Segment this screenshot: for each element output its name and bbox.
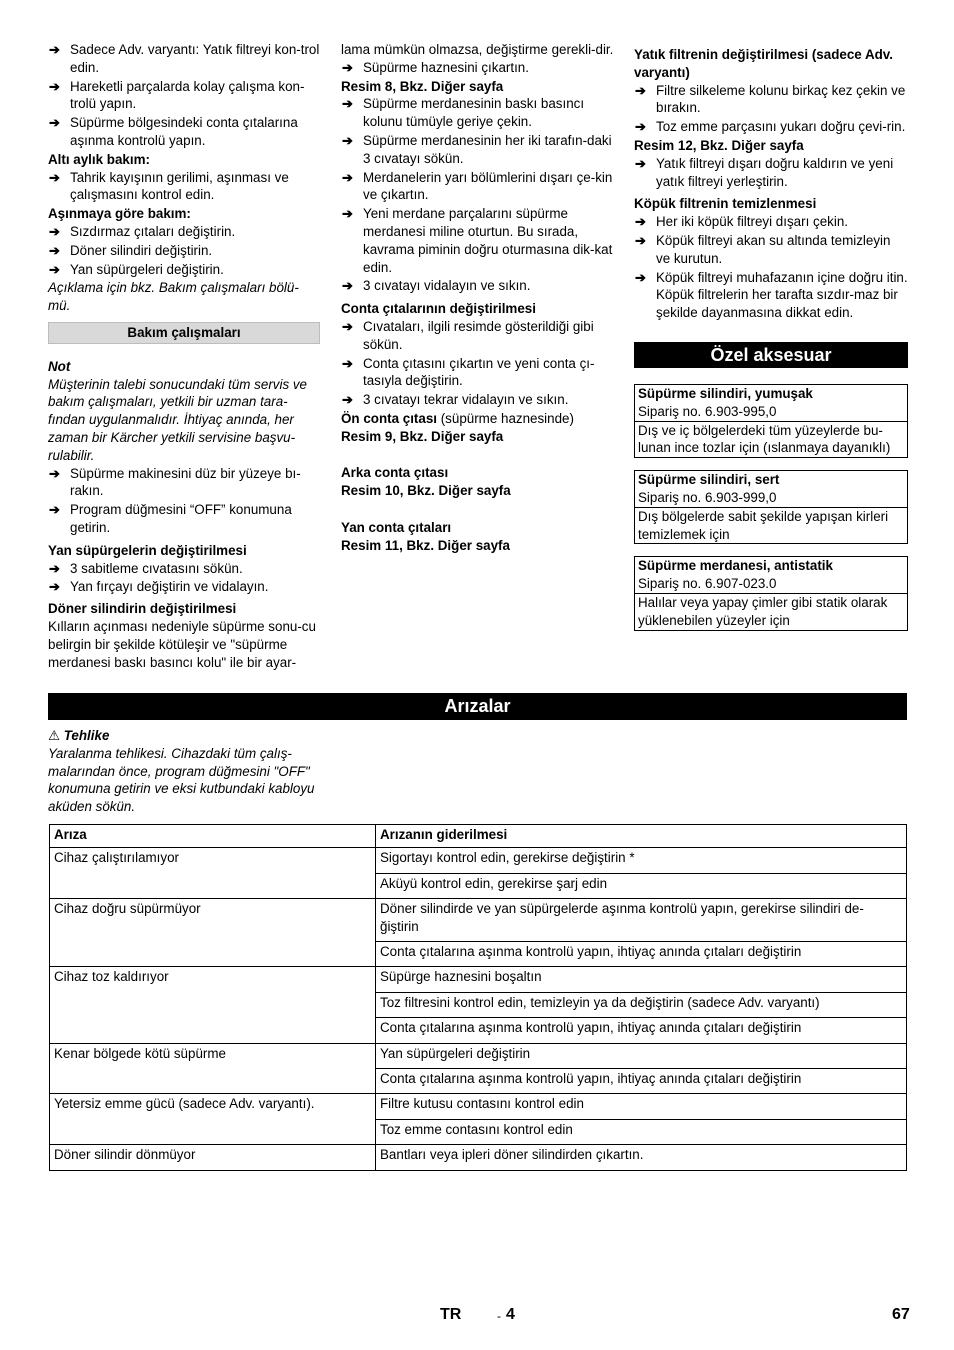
heading-side-brush: Yan süpürgelerin değiştirilmesi xyxy=(48,542,247,558)
heading-roller: Döner silindirin değiştirilmesi xyxy=(48,601,237,617)
arrow-right-icon: ➔ xyxy=(342,169,353,185)
list-item xyxy=(634,155,908,191)
remedy-cell: Toz emme contasını kontrol edin xyxy=(376,1119,907,1144)
remedy-cell: Yan süpürgeleri değiştirin xyxy=(376,1043,907,1068)
arrow-right-icon: ➔ xyxy=(49,169,60,185)
fault-cell: Kenar bölgede kötü süpürme xyxy=(50,1043,376,1094)
list-item-text: Süpürme makinesini düz bir yüzeye bı-rakın. xyxy=(70,465,301,499)
note-title: Not xyxy=(48,358,71,374)
arrow-right-icon: ➔ xyxy=(49,465,60,481)
table-row xyxy=(50,1145,907,1170)
accessory-order-number: Sipariş no. 6.903-999,0 xyxy=(638,489,777,505)
front-seal-line xyxy=(341,410,615,428)
table-row xyxy=(50,1043,907,1068)
list-item xyxy=(48,78,320,114)
list-item xyxy=(48,501,320,537)
list-item xyxy=(341,59,615,77)
danger-title-line xyxy=(48,727,320,745)
arrow-right-icon: ➔ xyxy=(342,59,353,75)
list-item xyxy=(341,205,615,276)
list-item-text: Sızdırmaz çıtaları değiştirin. xyxy=(70,223,236,239)
fault-cell: Döner silindir dönmüyor xyxy=(50,1145,376,1170)
arrow-right-icon: ➔ xyxy=(635,82,646,98)
list-item-text: Program düğmesini “OFF” konumuna getirin. xyxy=(70,502,292,535)
bullet-list-fig8 xyxy=(341,95,615,295)
heading-six-month: Altı aylık bakım: xyxy=(48,151,150,167)
accessory-name: Süpürme silindiri, yumuşak xyxy=(638,385,813,401)
heading-fig10: Resim 10, Bkz. Diğer sayfa xyxy=(341,483,511,499)
column-right xyxy=(634,45,908,643)
accessory-description: Halılar veya yapay çimler gibi statik olarak yüklenebilen yüzeyler için xyxy=(638,594,888,628)
arrow-right-icon: ➔ xyxy=(49,560,60,576)
bullet-list-wear xyxy=(48,223,320,278)
list-item-text: Süpürme bölgesindeki conta çıtalarına aşınma kontrolü yapın. xyxy=(70,115,298,148)
bullet-list-seal xyxy=(341,318,615,409)
roller-text-continued: lama mümkün olmazsa, değiştirme gerekli-dir. xyxy=(341,42,614,57)
footer-dash: - xyxy=(497,1309,501,1323)
note-text: Müşterinin talebi sonucundaki tüm servis ve bakım çalışmaları, yetkili bir uzman tara-fından uygulanmalıdır. İhtiyaç anında, her zaman bir Kärcher yetkili servisine başvu-rulabilir. xyxy=(48,376,308,463)
list-item xyxy=(48,223,320,241)
arrow-right-icon: ➔ xyxy=(49,223,60,239)
list-item xyxy=(48,578,320,596)
bullet-list-six-month xyxy=(48,169,320,205)
accessory-box xyxy=(634,384,908,458)
list-item-text: Her iki köpük filtreyi dışarı çekin. xyxy=(656,214,848,230)
remedy-cell: Süpürge haznesini boşaltın xyxy=(376,967,907,992)
arrow-right-icon: ➔ xyxy=(635,155,646,171)
list-item xyxy=(341,277,615,295)
list-item xyxy=(341,169,615,205)
heading-wear-maintenance: Aşınmaya göre bakım: xyxy=(48,206,191,222)
accessory-name: Süpürme merdanesi, antistatik xyxy=(638,558,833,574)
remedy-cell: Conta çıtalarına aşınma kontrolü yapın, ihtiyaç anında çıtaları değiştirin xyxy=(376,1018,907,1043)
remedy-cell: Bantları veya ipleri döner silindirden çıkartın. xyxy=(376,1145,907,1170)
remedy-cell: Conta çıtalarına aşınma kontrolü yapın, ihtiyaç anında çıtaları değiştirin xyxy=(376,1069,907,1094)
list-item-text: Süpürme merdanesinin baskı basıncı kolunu tümüyle geriye çekin. xyxy=(363,96,585,130)
arrow-right-icon: ➔ xyxy=(342,392,353,408)
bullet-list-side-brush xyxy=(48,560,320,597)
list-item-text: Süpürme merdanesinin her iki tarafın-daki 3 cıvatayı sökün. xyxy=(363,132,612,166)
arrow-right-icon: ➔ xyxy=(342,278,353,294)
list-item xyxy=(634,269,908,322)
page-number: 67 xyxy=(892,1306,910,1323)
remedy-cell: Sigortayı kontrol edin, gerekirse değiştirin * xyxy=(376,848,907,873)
list-item xyxy=(341,95,615,131)
list-item xyxy=(634,82,908,118)
bullet-list-checks xyxy=(48,41,320,150)
bullet-list-fig12 xyxy=(634,155,908,191)
danger-text: Yaralanma tehlikesi. Cihazdaki tüm çalış-malarından önce, program düğmesini "OFF" konumuna getirin ve eksi kutbundaki kabloyu aküden sökün. xyxy=(48,745,315,815)
front-seal-location: (süpürme haznesinde) xyxy=(437,410,574,426)
accessory-order-number: Sipariş no. 6.907-023.0 xyxy=(638,576,777,592)
column-header-fault: Arıza xyxy=(50,825,376,848)
list-item-text: Toz emme parçasını yukarı doğru çevi-rin. xyxy=(656,119,906,135)
fault-cell: Cihaz çalıştırılamıyor xyxy=(50,848,376,899)
heading-fig8: Resim 8, Bkz. Diğer sayfa xyxy=(341,78,504,94)
list-item-text: Yeni merdane parçalarını süpürme merdanesi miline oturtun. Bu sırada, kavrama piminin doğru oturmasına dik-kat edin. xyxy=(363,206,613,275)
list-item xyxy=(48,465,320,501)
accessory-header xyxy=(635,385,907,422)
accessory-header xyxy=(635,471,907,508)
list-item xyxy=(48,114,320,150)
list-item-text: Tahrik kayışının gerilimi, aşınması ve çalışmasını kontrol edin. xyxy=(70,169,289,203)
remedy-cell: Döner silindirde ve yan süpürgelerde aşınma kontrolü yapın, gerekirse silindiri de-ğiştirin xyxy=(376,899,907,942)
heading-fig9: Resim 9, Bkz. Diğer sayfa xyxy=(341,428,504,444)
arrow-right-icon: ➔ xyxy=(49,502,60,518)
list-item-text: Süpürme haznesini çıkartın. xyxy=(363,59,529,75)
accessory-box xyxy=(634,470,908,544)
list-item xyxy=(341,132,615,168)
list-item-text: Yan fırçayı değiştirin ve vidalayın. xyxy=(70,579,269,595)
list-item-text: 3 sabitleme cıvatasını sökün. xyxy=(70,560,243,576)
arrow-right-icon: ➔ xyxy=(49,42,60,57)
list-item-text: Cıvataları, ilgili resimde gösterildiği gibi sökün. xyxy=(363,318,594,352)
list-item xyxy=(48,560,320,578)
accessories-bar: Özel aksesuar xyxy=(634,342,908,368)
maintenance-bar: Bakım çalışmaları xyxy=(48,322,320,344)
fault-cell: Cihaz doğru süpürmüyor xyxy=(50,899,376,967)
list-item-text: Yan süpürgeleri değiştirin. xyxy=(70,261,224,277)
arrow-right-icon: ➔ xyxy=(49,78,60,94)
heading-side-seal: Yan conta çıtaları xyxy=(341,519,452,535)
heading-flat-filter: Yatık filtrenin değiştirilmesi (sadece Adv. varyantı) xyxy=(634,47,893,80)
arrow-right-icon: ➔ xyxy=(635,269,646,285)
bullet-list-foam xyxy=(634,213,908,322)
list-item xyxy=(48,41,320,77)
heading-foam-filter: Köpük filtrenin temizlenmesi xyxy=(634,196,817,212)
table-row xyxy=(50,848,907,873)
arrow-right-icon: ➔ xyxy=(342,206,353,222)
accessory-order-number: Sipariş no. 6.903-995,0 xyxy=(638,403,777,419)
table-row xyxy=(50,967,907,992)
list-item-text: 3 cıvatayı tekrar vidalayın ve sıkın. xyxy=(363,392,569,408)
arrow-right-icon: ➔ xyxy=(342,355,353,371)
list-item xyxy=(634,213,908,231)
list-item xyxy=(48,242,320,260)
heading-rear-seal: Arka conta çıtası xyxy=(341,465,449,481)
accessory-header xyxy=(635,557,907,594)
list-item xyxy=(48,261,320,279)
bullet-list-remove-hopper xyxy=(341,59,615,77)
arrow-right-icon: ➔ xyxy=(49,579,60,595)
arrow-right-icon: ➔ xyxy=(635,232,646,248)
accessory-name: Süpürme silindiri, sert xyxy=(638,472,780,488)
list-item xyxy=(48,169,320,205)
heading-seal-strips: Conta çıtalarının değiştirilmesi xyxy=(341,301,536,317)
arrow-right-icon: ➔ xyxy=(49,261,60,277)
remedy-cell: Conta çıtalarına aşınma kontrolü yapın, ihtiyaç anında çıtaları değiştirin xyxy=(376,942,907,967)
list-item-text: Yatık filtreyi dışarı doğru kaldırın ve yeni yatık filtreyi yerleştirin. xyxy=(656,155,894,189)
list-item-text: Döner silindiri değiştirin. xyxy=(70,242,213,258)
list-item-text: Sadece Adv. varyantı: Yatık filtreyi kon-trol edin. xyxy=(70,42,320,75)
list-item-text: 3 cıvatayı vidalayın ve sıkın. xyxy=(363,278,531,294)
column-middle xyxy=(341,41,615,554)
column-header-remedy: Arızanın giderilmesi xyxy=(376,825,907,848)
front-seal-label: Ön conta çıtası xyxy=(341,410,437,426)
language-code: TR xyxy=(440,1306,462,1323)
table-row xyxy=(50,899,907,942)
table-header-row xyxy=(50,825,907,848)
fault-cell: Yetersiz emme gücü (sadece Adv. varyantı). xyxy=(50,1094,376,1145)
list-item-text: Köpük filtreyi akan su altında temizleyin ve kurutun. xyxy=(656,232,891,266)
list-item-text: Köpük filtreyi muhafazanın içine doğru itin. Köpük filtrelerin her tarafta sızdır-maz bir şekilde dayanmasına dikkat edin. xyxy=(656,269,908,321)
list-item xyxy=(634,118,908,136)
arrow-right-icon: ➔ xyxy=(635,119,646,135)
faults-table xyxy=(49,824,907,1171)
list-item-text: Merdanelerin yarı bölümlerini dışarı çe-kin ve çıkartın. xyxy=(363,169,613,203)
arrow-right-icon: ➔ xyxy=(635,214,646,230)
warning-triangle-icon: ⚠ xyxy=(48,728,61,743)
list-item xyxy=(341,355,615,391)
arrow-right-icon: ➔ xyxy=(49,242,60,258)
accessory-description: Dış ve iç bölgelerdeki tüm yüzeylerde bu-lunan ince tozlar için (ıslanmaya dayanıklı) xyxy=(638,422,891,456)
danger-notice xyxy=(48,727,320,816)
roller-text: Kılların açınması nedeniyle süpürme sonu-cu belirgin bir şekilde kötüleşir ve "süpürme merdanesi baskı basıncı kolu" ile bir ayar- xyxy=(48,618,316,670)
faults-bar: Arızalar xyxy=(48,693,907,720)
bullet-list-flat-filter xyxy=(634,82,908,136)
arrow-right-icon: ➔ xyxy=(342,132,353,148)
arrow-right-icon: ➔ xyxy=(342,318,353,334)
accessories-list xyxy=(634,384,908,631)
remedy-cell: Toz filtresini kontrol edin, temizleyin ya da değiştirin (sadece Adv. varyantı) xyxy=(376,992,907,1017)
table-row xyxy=(50,1094,907,1119)
section-number: 4 xyxy=(506,1306,515,1323)
accessory-description: Dış bölgelerde sabit şekilde yapışan kirleri temizlemek için xyxy=(638,508,889,542)
remedy-cell: Filtre kutusu contasını kontrol edin xyxy=(376,1094,907,1119)
danger-title: Tehlike xyxy=(63,728,110,743)
list-item xyxy=(341,391,615,409)
arrow-right-icon: ➔ xyxy=(49,115,60,131)
page-footer xyxy=(0,1306,954,1328)
bullet-list-prep xyxy=(48,465,320,537)
column-left xyxy=(48,41,320,671)
list-item-text: Conta çıtasını çıkartın ve yeni conta çı-tasıyla değiştirin. xyxy=(363,355,595,389)
list-item xyxy=(341,318,615,354)
heading-fig12: Resim 12, Bkz. Diğer sayfa xyxy=(634,137,804,153)
list-item-text: Hareketli parçalarda kolay çalışma kon-trolü yapın. xyxy=(70,78,305,112)
remedy-cell: Aküyü kontrol edin, gerekirse şarj edin xyxy=(376,873,907,898)
fault-cell: Cihaz toz kaldırıyor xyxy=(50,967,376,1043)
list-item xyxy=(634,232,908,268)
accessory-box xyxy=(634,556,908,630)
arrow-right-icon: ➔ xyxy=(342,96,353,112)
heading-fig11: Resim 11, Bkz. Diğer sayfa xyxy=(341,537,510,553)
list-item-text: Filtre silkeleme kolunu birkaç kez çekin ve bırakın. xyxy=(656,82,906,116)
explain-note: Açıklama için bkz. Bakım çalışmaları bölü-mü. xyxy=(48,280,299,314)
